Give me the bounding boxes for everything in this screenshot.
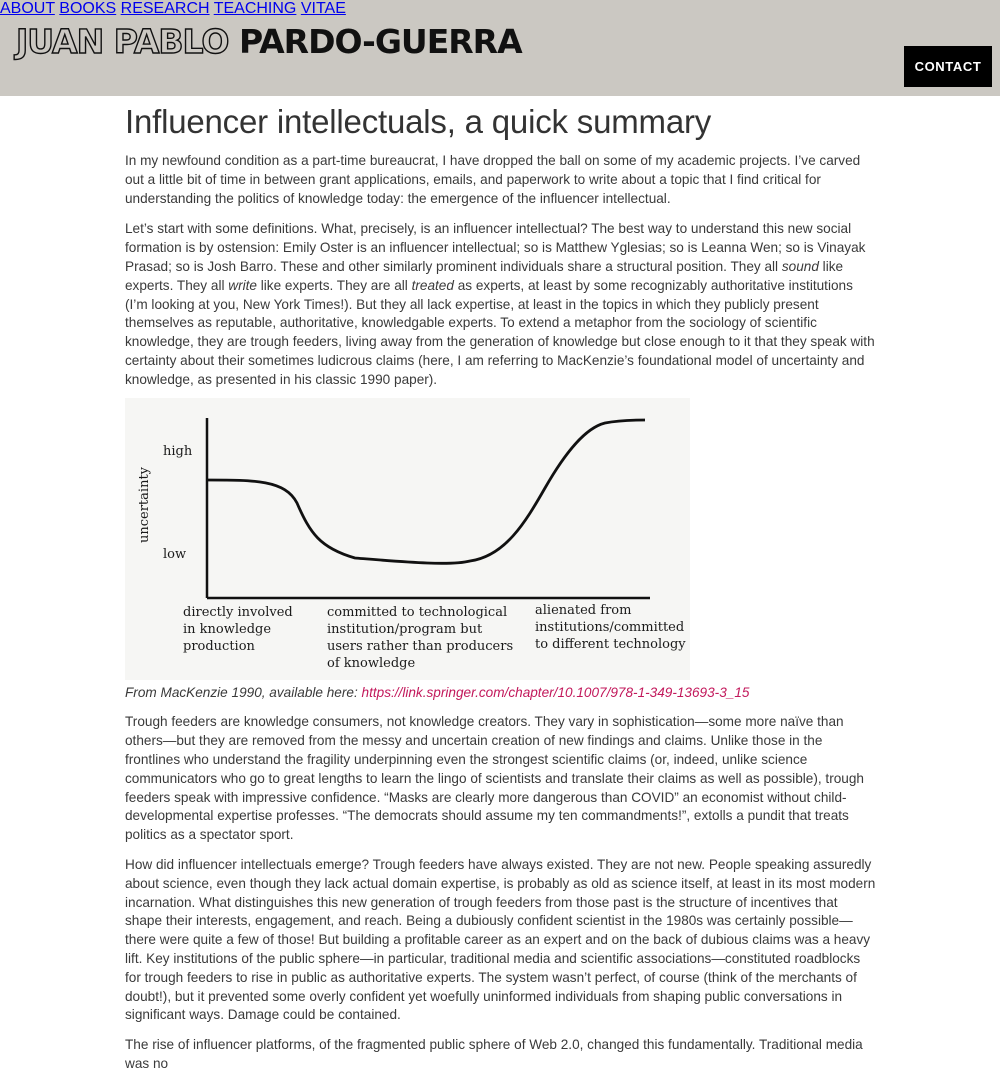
group1-line2: in knowledge — [183, 621, 272, 637]
nav-teaching[interactable]: TEACHING — [213, 0, 297, 17]
y-axis-label: uncertainty — [137, 466, 152, 543]
group3-line1: alienated from — [535, 602, 632, 618]
nav-books[interactable]: BOOKS — [59, 0, 117, 17]
logo-last-name: PARDO-GUERRA — [238, 22, 522, 61]
paragraph-definitions — [125, 220, 877, 389]
article — [125, 100, 877, 1074]
nav-vitae[interactable]: VITAE — [300, 0, 346, 17]
figure-caption — [125, 684, 877, 703]
caption-link[interactable]: https://link.springer.com/chapter/10.1007/978-1-349-13693-3_15 — [361, 684, 750, 700]
group2-line3: users rather than producers — [327, 638, 514, 654]
uncertainty-trough-diagram — [125, 398, 690, 680]
logo-first-name: JUAN PABLO — [16, 22, 229, 61]
paragraph-emergence: How did influencer intellectuals emerge? Trough feeders have always existed. They are not new. People speaking assuredly about science, even though they lack actual domain expertise, is probably as old as science itself, at least in its most modern incarnation. What distinguishes this new generation of trough feeders from those past is the structure of incentives that shape their interests, engagement, and reach. Being a dubiously confident scientist in the 1980s was certainly possible—there were quite a few of those! But building a profitable career as an expert and on the back of dubious claims was a heavy lift. Key institutions of the public sphere—in particular, traditional media and scientific associations—constituted roadblocks for trough feeders to rise in public as authoritative experts. The system wasn’t perfect, of course (think of the merchants of doubt!), but it prevented some overly confident yet woefully uninformed individuals from shaping public conversations in significant ways. Damage could be contained. — [125, 856, 876, 1023]
article-title: Influencer intellectuals, a quick summary — [125, 103, 712, 140]
group3-line2: institutions/committed — [535, 619, 685, 635]
site-logo[interactable] — [16, 22, 522, 62]
caption-text: From MacKenzie 1990, available here: — [125, 684, 362, 700]
main-nav — [0, 0, 1000, 18]
group1-line1: directly involved — [183, 604, 293, 620]
site-header — [0, 0, 1000, 96]
nav-about[interactable]: ABOUT — [0, 0, 55, 17]
y-label-high: high — [163, 443, 193, 459]
paragraph-intro: In my newfound condition as a part-time bureaucrat, I have dropped the ball on some of my academic projects. I’ve carved out a little bit of time in between grant applications, emails, and paperwork to write about a topic that I find critical for understanding the politics of knowledge today: the emergence of the influencer intellectual. — [125, 153, 861, 206]
p2-text-a: Let’s start with some definitions. What, precisely, is an influencer intellectual? The best way to understand this new social formation is by ostension: Emily Oster is an influencer intellectual; so is Matthew Yglesias; so is Leanna Wen; so is Vinayak Prasad; so is Josh Barro. These and other similarly prominent individuals share a structural position. They all — [125, 221, 866, 274]
contact-button[interactable]: CONTACT — [904, 46, 992, 87]
paragraph-platforms: The rise of influencer platforms, of the fragmented public sphere of Web 2.0, changed this fundamentally. Traditional media was no — [125, 1037, 863, 1071]
p2-emphasis-write: write — [228, 277, 257, 293]
p2-emphasis-treated: treated — [411, 277, 454, 293]
mackenzie-figure — [125, 398, 690, 680]
y-label-low: low — [163, 546, 187, 562]
p2-text-b: like experts. They all — [125, 258, 844, 293]
p2-emphasis-sound: sound — [781, 258, 819, 274]
group2-line2: institution/program but — [327, 621, 483, 637]
p2-text-d: as experts, at least by some recognizably authoritative institutions (I’m looking at you, New York Times!). But they all lack expertise, at least in the topics in which they publicly present themselves as reputable, authoritative, knowledgable experts. To extend a metaphor from the sociology of scientific knowledge, they are trough feeders, living away from the generation of knowledge but close enough to it that they speak with certainty about their sometimes ludicrous claims (here, I am referring to MacKenzie’s foundational model of uncertainty and knowledge, as presented in his classic 1990 paper). — [125, 277, 875, 387]
group2-line4: of knowledge — [327, 655, 416, 671]
nav-research[interactable]: RESEARCH — [120, 0, 210, 17]
paragraph-trough-feeders: Trough feeders are knowledge consumers, not knowledge creators. They vary in sophistication—some more naïve than others—but they are removed from the messy and uncertain creation of new findings and claims. Unlike those in the frontlines who understand the fragility underpinning even the strongest scientific claims (or, indeed, unlike science communicators who go to great lengths to learn the lingo of scientists and translate their claims as well as possible), trough feeders speak with impressive confidence. “Masks are clearly more dangerous than COVID” an economist without child-developmental expertise professes. “The democrats should assume my ten commandments!”, extolls a pundit that treats politics as a spectator sport. — [125, 714, 864, 843]
group1-line3: production — [183, 638, 255, 654]
p2-text-c: like experts. They are all — [256, 277, 412, 293]
group3-line3: to different technology — [535, 636, 686, 652]
group2-line1: committed to technological — [327, 604, 508, 620]
